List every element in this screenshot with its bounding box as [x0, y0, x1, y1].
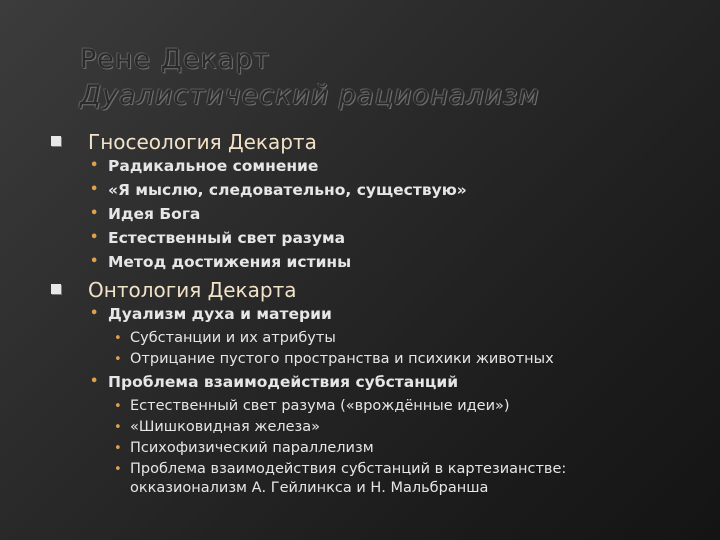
bullet-icon: • — [90, 374, 99, 389]
slide-subtitle: Дуалистический рационализм — [80, 80, 540, 111]
bullet-icon: • — [90, 306, 99, 321]
bullet-icon: • — [114, 352, 122, 367]
bullet-icon: • — [90, 182, 99, 197]
section-heading: Гносеология Декарта — [88, 130, 317, 154]
bullet-icon: • — [114, 420, 122, 435]
bullet-icon: • — [90, 206, 99, 221]
bullet-icon: • — [90, 230, 99, 245]
section-heading: Онтология Декарта — [88, 278, 297, 302]
bullet-icon: • — [114, 441, 122, 456]
slide-title: Рене Декарт — [80, 44, 271, 75]
square-bullet-icon — [51, 136, 61, 146]
bullet-icon: • — [114, 399, 122, 414]
bullet-icon: • — [114, 331, 122, 346]
bullet-icon: • — [114, 462, 122, 477]
square-bullet-icon — [51, 284, 61, 294]
bullet-icon: • — [90, 254, 99, 269]
bullet-icon: • — [90, 158, 99, 173]
